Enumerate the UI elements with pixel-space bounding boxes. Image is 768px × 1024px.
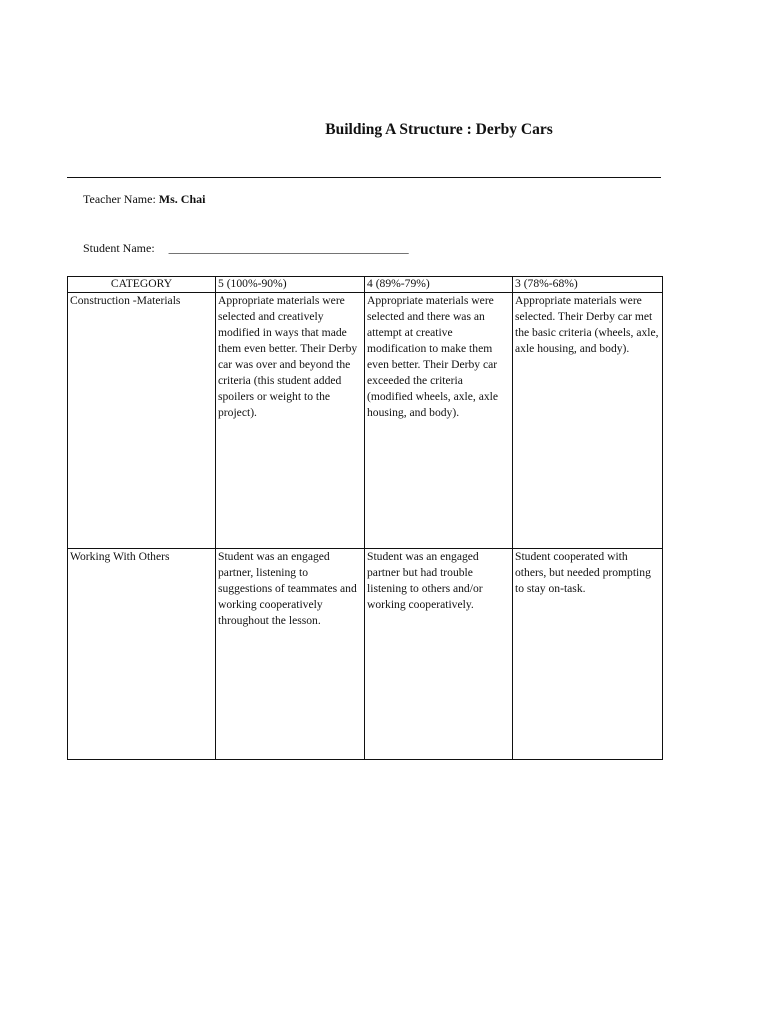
student-name-blank: ________________________________________ xyxy=(168,241,409,255)
teacher-name-label: Teacher Name: xyxy=(83,192,156,206)
score-4-cell: Student was an engaged partner but had trouble listening to others and/or working cooperatively. xyxy=(365,549,513,760)
document-title: Building A Structure : Derby Cars xyxy=(325,121,553,138)
table-row xyxy=(68,549,663,760)
header-score-5: 5 (100%-90%) xyxy=(216,277,365,293)
table-header-row xyxy=(68,277,663,293)
teacher-name-value: Ms. Chai xyxy=(158,192,206,206)
score-3-cell: Student cooperated with others, but needed prompting to stay on-task. xyxy=(513,549,663,760)
rubric-table xyxy=(67,276,663,760)
student-name-label: Student Name: xyxy=(83,241,155,255)
score-3-cell: Appropriate materials were selected. Their Derby car met the basic criteria (wheels, axle, axle housing, and body). xyxy=(513,293,663,549)
header-score-4: 4 (89%-79%) xyxy=(365,277,513,293)
teacher-name-line xyxy=(83,192,205,207)
row-category: Construction -Materials xyxy=(68,293,216,549)
table-row xyxy=(68,293,663,549)
score-5-cell: Appropriate materials were selected and creatively modified in ways that made them even better. Their Derby car was over and beyond the criteria (this student added spoilers or weight to the project). xyxy=(216,293,365,549)
header-category: CATEGORY xyxy=(68,277,216,293)
title-divider xyxy=(67,177,661,178)
score-5-cell: Student was an engaged partner, listening to suggestions of teammates and working cooperatively throughout the lesson. xyxy=(216,549,365,760)
student-name-line xyxy=(83,241,409,256)
header-score-3: 3 (78%-68%) xyxy=(513,277,663,293)
score-4-cell: Appropriate materials were selected and there was an attempt at creative modification to make them even better. Their Derby car exceeded the criteria (modified wheels, axle, axle housing, and body). xyxy=(365,293,513,549)
row-category: Working With Others xyxy=(68,549,216,760)
